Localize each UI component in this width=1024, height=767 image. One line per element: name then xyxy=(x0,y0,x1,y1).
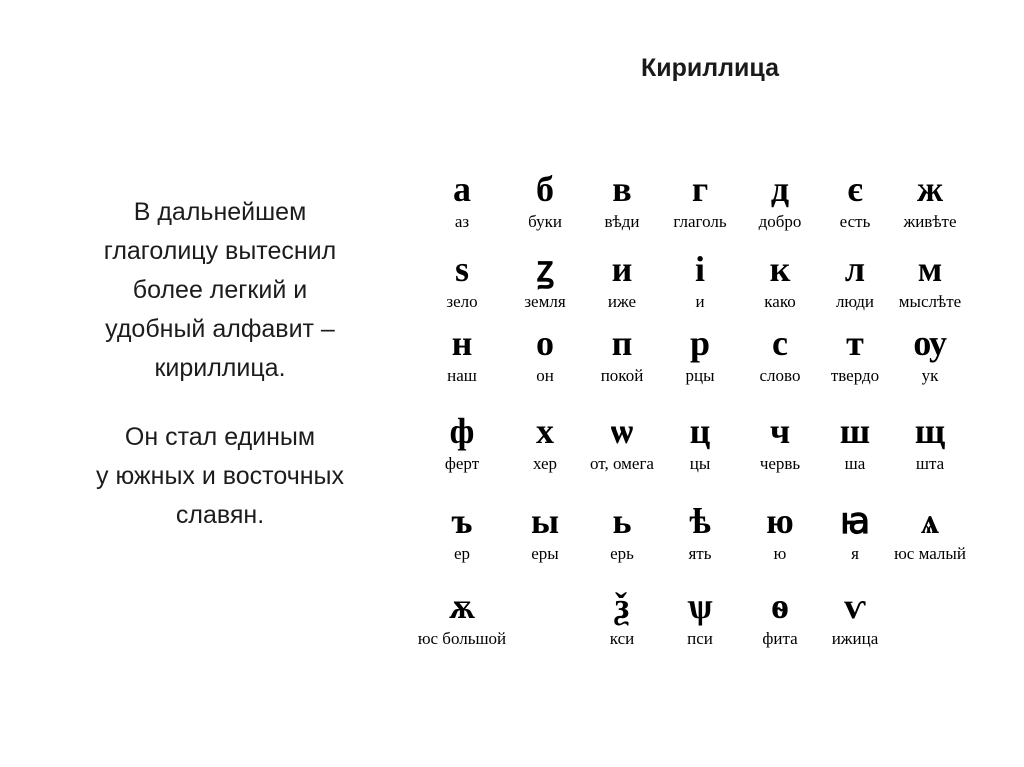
letter-name: пси xyxy=(687,629,713,648)
alphabet-letter-cell xyxy=(785,585,925,649)
paragraph-line: кириллица. xyxy=(154,354,286,382)
letter-glyph: ѳ xyxy=(771,586,789,626)
letter-name: он xyxy=(536,366,554,385)
letter-glyph: ꙗ xyxy=(839,501,871,541)
letter-name: люди xyxy=(835,292,875,311)
letter-glyph: п xyxy=(611,323,633,363)
alphabet-letter-cell xyxy=(860,248,1000,312)
letter-name: шта xyxy=(915,454,945,473)
letter-glyph: ы xyxy=(530,501,560,541)
letter-glyph: в xyxy=(612,169,632,209)
alphabet-letter-cell xyxy=(392,585,532,649)
letter-name: добро xyxy=(758,212,802,231)
letter-glyph: ч xyxy=(769,411,791,451)
letter-name: хер xyxy=(532,454,558,473)
letter-name: еры xyxy=(531,544,559,563)
paragraph-line: более легкий и xyxy=(132,276,308,304)
letter-name: юс большой xyxy=(417,629,507,648)
letter-glyph: б xyxy=(536,169,554,209)
letter-name: есть xyxy=(839,212,871,231)
letter-name: червь xyxy=(759,454,801,473)
letter-glyph: ф xyxy=(449,411,475,451)
letter-name: земля xyxy=(524,292,566,311)
letter-name: от, омега xyxy=(590,454,654,473)
letter-name: ук xyxy=(921,366,939,385)
letter-name: кси xyxy=(609,629,635,648)
letter-name: глаголь xyxy=(673,212,727,231)
letter-glyph: ѣ xyxy=(689,501,711,541)
paragraph-replacement xyxy=(30,193,410,388)
letter-name: ер xyxy=(453,544,471,563)
letter-glyph: ц xyxy=(689,411,711,451)
letter-name: слово xyxy=(759,366,801,385)
letter-name: ижица xyxy=(831,629,879,648)
letter-glyph: ѹ xyxy=(913,323,947,363)
paragraph-line: у южных и восточных xyxy=(96,462,344,490)
letter-name: цы xyxy=(689,454,711,473)
letter-name: зело xyxy=(446,292,478,311)
letter-glyph: ю xyxy=(766,501,794,541)
letter-name: наш xyxy=(447,366,477,385)
letter-name: я xyxy=(851,544,859,563)
letter-name: иже xyxy=(607,292,637,311)
letter-glyph: н xyxy=(451,323,473,363)
letter-name: фита xyxy=(762,629,798,648)
alphabet-letter-cell xyxy=(860,410,1000,474)
letter-glyph: ѕ xyxy=(454,249,469,289)
letter-name: ферт xyxy=(444,454,480,473)
letter-glyph: м xyxy=(917,249,943,289)
letter-name: аз xyxy=(454,212,470,231)
paragraph-line: В дальнейшем xyxy=(133,198,307,226)
alphabet-letter-cell xyxy=(860,500,1000,564)
letter-name: юс малый xyxy=(894,544,966,563)
letter-name: како xyxy=(764,292,796,311)
paragraph-line: Он стал единым xyxy=(124,423,316,451)
letter-glyph: ѫ xyxy=(448,586,476,626)
letter-glyph: ѯ xyxy=(614,586,630,626)
letter-glyph: ш xyxy=(839,411,871,451)
letter-name: буки xyxy=(528,212,562,231)
letter-glyph: ѧ xyxy=(921,501,939,541)
letter-name: ша xyxy=(844,454,866,473)
paragraph-line: глаголицу вытеснил xyxy=(103,237,337,265)
letter-glyph: л xyxy=(844,249,866,289)
alphabet-letter-cell xyxy=(860,168,1000,232)
letter-glyph: и xyxy=(611,249,633,289)
letter-glyph: к xyxy=(769,249,791,289)
letter-glyph: і xyxy=(694,249,705,289)
letter-glyph: ь xyxy=(612,501,632,541)
cyrillic-alphabet-table xyxy=(410,160,985,670)
letter-glyph: є xyxy=(847,169,863,209)
letter-glyph: щ xyxy=(914,411,946,451)
paragraph-line: удобный алфавит – xyxy=(105,315,335,343)
letter-name: и xyxy=(695,292,705,311)
letter-name: ять xyxy=(688,544,712,563)
letter-name: мыслѣте xyxy=(898,292,962,311)
paragraph-unity xyxy=(30,418,410,535)
letter-name: покой xyxy=(600,366,644,385)
letter-glyph: ѵ xyxy=(844,586,866,626)
letter-name: ю xyxy=(773,544,787,563)
letter-glyph: д xyxy=(770,169,790,209)
slide-title: Кириллица xyxy=(641,54,779,82)
letter-name: живѣте xyxy=(903,212,957,231)
letter-glyph: ѡ xyxy=(610,411,634,451)
letter-name: рцы xyxy=(685,366,715,385)
letter-glyph: г xyxy=(691,169,709,209)
letter-glyph: ъ xyxy=(451,501,473,541)
letter-name: вѣди xyxy=(604,212,640,231)
letter-glyph: ꙁ xyxy=(536,249,554,289)
letter-glyph: ѱ xyxy=(687,586,713,626)
letter-name: ерь xyxy=(610,544,634,563)
letter-glyph: с xyxy=(772,323,788,363)
alphabet-letter-cell xyxy=(860,322,1000,386)
paragraph-line: славян. xyxy=(175,501,265,529)
letter-glyph: х xyxy=(536,411,554,451)
letter-glyph: о xyxy=(536,323,554,363)
letter-glyph: р xyxy=(689,323,711,363)
letter-name: твердо xyxy=(830,366,880,385)
letter-glyph: а xyxy=(453,169,471,209)
letter-glyph: т xyxy=(846,323,864,363)
letter-glyph: ж xyxy=(916,169,944,209)
